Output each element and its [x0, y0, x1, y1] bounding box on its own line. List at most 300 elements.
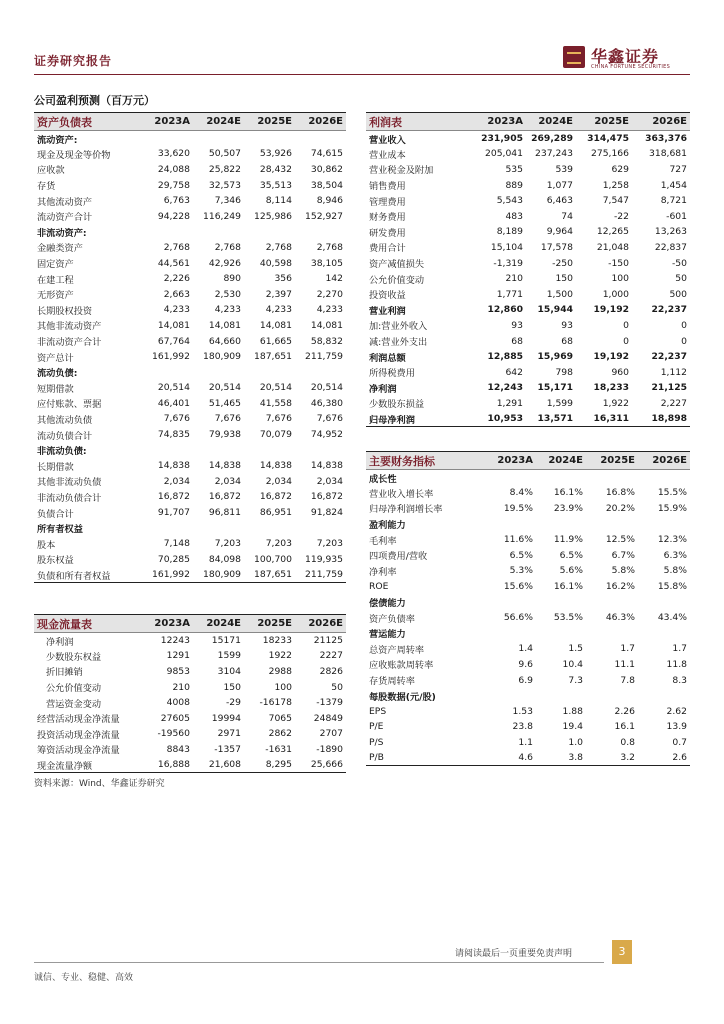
- cell-value: 70,079: [259, 429, 292, 441]
- cell-value: 64,660: [208, 335, 241, 347]
- cell-value: -601: [666, 210, 687, 222]
- table-row: [34, 318, 346, 334]
- cell-value: 9.6: [518, 658, 533, 670]
- cell-value: 6.7%: [611, 549, 635, 561]
- cell-value: 2.26: [614, 705, 635, 717]
- row-label: 长期借款: [37, 461, 74, 473]
- table-row: [366, 657, 690, 673]
- cell-value: 14,081: [157, 319, 190, 331]
- row-label: 经营活动现金净流量: [37, 714, 120, 726]
- column-header: 2023A: [144, 113, 193, 131]
- table-row: [34, 224, 346, 240]
- column-header: 2023A: [144, 615, 193, 633]
- column-header: 2024E: [193, 113, 244, 131]
- cell-value: 25,822: [208, 163, 241, 175]
- row-label: 其他非流动负债: [37, 477, 102, 489]
- cell-value: [144, 224, 193, 240]
- row-label: 流动负债合计: [37, 430, 93, 442]
- table-row: [366, 532, 690, 548]
- row-label: 筹资活动现金净流量: [37, 745, 120, 757]
- row-label: 流动资产:: [37, 134, 78, 146]
- cell-value: 67,764: [157, 335, 190, 347]
- cell-value: 22,237: [651, 351, 687, 363]
- table-row: [366, 302, 690, 318]
- table-row: [366, 735, 690, 751]
- table-row: [34, 536, 346, 552]
- cell-value: 2707: [319, 728, 343, 740]
- cell-value: 74,615: [310, 148, 343, 160]
- table-row: [366, 610, 690, 626]
- table-row: [366, 470, 690, 486]
- column-header: 2025E: [576, 113, 632, 131]
- cell-value: [193, 364, 244, 380]
- cell-value: -1379: [316, 697, 343, 709]
- cell-value: [193, 442, 244, 458]
- cell-value: 7065: [268, 712, 292, 724]
- logo-mark-icon: [563, 46, 585, 68]
- disclaimer-note: 请阅读最后一页重要免责声明: [455, 949, 573, 959]
- cell-value: 890: [223, 273, 241, 285]
- table-row: [34, 695, 346, 711]
- cell-value: 7,676: [316, 413, 343, 425]
- row-label: 销售费用: [369, 181, 406, 193]
- cell-value: 27605: [160, 712, 190, 724]
- cell-value: 15.5%: [657, 487, 687, 499]
- cell-value: [638, 688, 690, 704]
- cell-value: 74,835: [157, 429, 190, 441]
- cell-value: 500: [669, 288, 687, 300]
- row-label: 其他流动资产: [37, 196, 93, 208]
- cash-flow-table: [34, 614, 346, 773]
- cell-value: 483: [505, 210, 523, 222]
- cell-value: 4,233: [265, 304, 292, 316]
- row-label: 公允价值变动: [369, 274, 425, 286]
- table-row: [366, 255, 690, 271]
- cell-value: 35,513: [259, 179, 292, 191]
- table-title: 主要财务指标: [366, 452, 490, 470]
- table-row: [366, 208, 690, 224]
- cell-value: 15,969: [537, 351, 573, 363]
- row-label: 折旧摊销: [46, 667, 83, 679]
- table-header-row: [366, 113, 690, 131]
- cell-value: [193, 224, 244, 240]
- cell-value: 20,514: [310, 382, 343, 394]
- row-label: 非流动负债合计: [37, 492, 102, 504]
- cell-value: [536, 516, 586, 532]
- table-row: [366, 594, 690, 610]
- cell-value: 91,707: [157, 507, 190, 519]
- cell-value: 1.4: [518, 643, 533, 655]
- cell-value: 275,166: [591, 148, 629, 160]
- cell-value: 17,578: [540, 241, 573, 253]
- cell-value: 86,951: [259, 507, 292, 519]
- cell-value: 51,465: [208, 397, 241, 409]
- cell-value: 1.0: [568, 736, 583, 748]
- cell-value: [490, 470, 536, 486]
- cell-value: 3104: [217, 665, 241, 677]
- cell-value: 2.62: [666, 705, 687, 717]
- cell-value: 11.8: [666, 658, 687, 670]
- cell-value: 21125: [313, 635, 343, 647]
- cell-value: 6.9: [518, 674, 533, 686]
- cell-value: 1,454: [660, 179, 687, 191]
- table-row: [34, 567, 346, 583]
- cell-value: 22,837: [654, 241, 687, 253]
- cell-value: [586, 594, 638, 610]
- report-type-label: 证券研究报告: [34, 54, 113, 68]
- company-logo: [563, 44, 693, 72]
- cell-value: 1.88: [562, 705, 583, 717]
- cell-value: [295, 442, 346, 458]
- table-row: [366, 411, 690, 427]
- cell-value: 16,311: [576, 411, 632, 427]
- row-label: 资产总计: [37, 352, 74, 364]
- cell-value: 30,862: [310, 163, 343, 175]
- row-label: 归母净利润: [366, 411, 476, 427]
- cell-value: 53,926: [259, 148, 292, 160]
- cell-value: 1,291: [496, 397, 523, 409]
- cell-value: 1,922: [602, 397, 629, 409]
- table-row: [34, 333, 346, 349]
- table-row: [34, 349, 346, 365]
- table-row: [34, 396, 346, 412]
- table-header-row: [366, 452, 690, 470]
- column-header: 2024E: [526, 113, 576, 131]
- cell-value: 8843: [166, 743, 190, 755]
- column-header: 2023A: [476, 113, 526, 131]
- cell-value: 14,081: [310, 319, 343, 331]
- table-row: [34, 131, 346, 147]
- table-row: [34, 633, 346, 649]
- cell-value: 28,432: [259, 163, 292, 175]
- table-row: [366, 688, 690, 704]
- cell-value: [586, 625, 638, 641]
- cell-value: 629: [611, 163, 629, 175]
- table-row: [34, 648, 346, 664]
- table-row: [34, 380, 346, 396]
- column-header: 2026E: [632, 113, 690, 131]
- cell-value: 2,034: [316, 475, 343, 487]
- row-label: 费用合计: [369, 243, 406, 255]
- row-label: 负债和所有者权益: [34, 567, 144, 583]
- column-header: 2024E: [193, 615, 244, 633]
- cell-value: 960: [611, 366, 629, 378]
- table-row: [34, 364, 346, 380]
- cell-value: 180,909: [203, 351, 241, 363]
- cell-value: 2988: [268, 665, 292, 677]
- row-label: EPS: [369, 705, 387, 717]
- cell-value: 74: [561, 210, 573, 222]
- row-label: 公允价值变动: [46, 683, 102, 695]
- cell-value: [144, 442, 193, 458]
- table-row: [366, 672, 690, 688]
- cell-value: 15.8%: [657, 580, 687, 592]
- cell-value: 12,885: [487, 351, 523, 363]
- table-row: [366, 240, 690, 256]
- cell-value: 14,838: [208, 460, 241, 472]
- cell-value: -1357: [214, 743, 241, 755]
- row-label: 营运资金变动: [46, 698, 102, 710]
- cell-value: 12243: [160, 635, 190, 647]
- cell-value: 15,944: [537, 304, 573, 316]
- cell-value: 16.2%: [605, 580, 635, 592]
- cell-value: 0.8: [620, 736, 635, 748]
- cell-value: 12.3%: [657, 534, 687, 546]
- table-header-row: [34, 615, 346, 633]
- income-statement-table: [366, 112, 690, 427]
- table-row: [366, 485, 690, 501]
- cell-value: 0: [681, 319, 687, 331]
- cell-value: [638, 470, 690, 486]
- row-label: 盈利能力: [369, 520, 406, 532]
- key-indicators-table: [366, 451, 690, 766]
- cell-value: 7.8: [620, 674, 635, 686]
- row-label: 流动资产合计: [37, 212, 93, 224]
- row-label: 减:营业外支出: [369, 337, 428, 349]
- row-label: 固定资产: [37, 259, 74, 271]
- cell-value: 43.4%: [657, 612, 687, 624]
- cell-value: 8,114: [265, 195, 292, 207]
- row-label: 资产负债率: [369, 613, 415, 625]
- cell-value: 2971: [217, 728, 241, 740]
- cell-value: 44,561: [157, 257, 190, 269]
- cell-value: 68: [511, 335, 523, 347]
- table-header-row: [34, 113, 346, 131]
- cell-value: 20.2%: [605, 502, 635, 514]
- cell-value: [586, 688, 638, 704]
- table-row: [366, 146, 690, 162]
- cell-value: 205,041: [485, 148, 523, 160]
- row-label: 流动负债:: [37, 368, 78, 380]
- cell-value: 33,620: [157, 148, 190, 160]
- cell-value: 13,571: [526, 411, 576, 427]
- column-header: 2025E: [244, 615, 295, 633]
- cell-value: [638, 594, 690, 610]
- cell-value: 14,838: [259, 460, 292, 472]
- cell-value: 1.7: [620, 643, 635, 655]
- table-row: [366, 318, 690, 334]
- cell-value: 7,203: [265, 538, 292, 550]
- row-label: 存货: [37, 181, 56, 193]
- cell-value: 70,285: [157, 553, 190, 565]
- row-label: 净利润: [46, 636, 74, 648]
- cell-value: 4,233: [214, 304, 241, 316]
- cell-value: 23.8: [512, 721, 533, 733]
- cell-value: [295, 131, 346, 147]
- row-label: 管理费用: [369, 196, 406, 208]
- cell-value: 3.2: [586, 750, 638, 766]
- row-label: 归母净利润增长率: [369, 504, 443, 516]
- cell-value: 19994: [211, 712, 241, 724]
- cell-value: 41,558: [259, 397, 292, 409]
- cell-value: 29,758: [157, 179, 190, 191]
- cell-value: 2227: [319, 650, 343, 662]
- row-label: 非流动资产合计: [37, 337, 102, 349]
- cell-value: [244, 131, 295, 147]
- cell-value: 16.1%: [553, 487, 583, 499]
- cell-value: 32,573: [208, 179, 241, 191]
- column-header: 2026E: [638, 452, 690, 470]
- cell-value: 642: [505, 366, 523, 378]
- table-row: [366, 579, 690, 595]
- table-row: [34, 286, 346, 302]
- cell-value: 50,507: [208, 148, 241, 160]
- cell-value: -1,319: [493, 257, 523, 269]
- cell-value: 152,927: [305, 210, 343, 222]
- table-row: [34, 271, 346, 287]
- cell-value: [295, 520, 346, 536]
- cell-value: 61,665: [259, 335, 292, 347]
- table-row: [366, 162, 690, 178]
- cell-value: 2,034: [214, 475, 241, 487]
- cell-value: [144, 131, 193, 147]
- cell-value: [536, 688, 586, 704]
- cell-value: 2,768: [316, 241, 343, 253]
- cell-value: -22: [613, 210, 629, 222]
- cell-value: 15.6%: [503, 580, 533, 592]
- cell-value: 727: [669, 163, 687, 175]
- cell-value: [244, 224, 295, 240]
- cell-value: 8,189: [496, 226, 523, 238]
- logo-subtext: CHINA FORTUNE SECURITIES: [591, 64, 671, 70]
- header-divider: [34, 74, 690, 75]
- cell-value: 6,763: [163, 195, 190, 207]
- cell-value: 535: [505, 163, 523, 175]
- cell-value: 161,992: [152, 351, 190, 363]
- row-label: 其他非流动资产: [37, 321, 102, 333]
- cell-value: 7,547: [602, 195, 629, 207]
- cell-value: 0: [623, 319, 629, 331]
- cell-value: 7,676: [214, 413, 241, 425]
- cell-value: [244, 520, 295, 536]
- cell-value: 7,676: [265, 413, 292, 425]
- table-row: [34, 458, 346, 474]
- cell-value: 16,872: [310, 491, 343, 503]
- table-row: [34, 742, 346, 758]
- cell-value: 50: [331, 681, 343, 693]
- cell-value: 7,203: [316, 538, 343, 550]
- cell-value: 24849: [313, 712, 343, 724]
- cell-value: 318,681: [649, 148, 687, 160]
- table-row: [366, 750, 690, 766]
- row-label: 负债合计: [37, 508, 74, 520]
- cell-value: 8.3: [672, 674, 687, 686]
- table-row: [366, 271, 690, 287]
- cell-value: -19560: [157, 728, 190, 740]
- table-title: 现金流量表: [34, 615, 144, 633]
- cell-value: 8,946: [316, 195, 343, 207]
- cell-value: 20,514: [208, 382, 241, 394]
- cell-value: 14,838: [157, 460, 190, 472]
- table-row: [366, 501, 690, 517]
- cell-value: [144, 520, 193, 536]
- table-row: [366, 563, 690, 579]
- cell-value: 12,265: [596, 226, 629, 238]
- cell-value: 74,952: [310, 429, 343, 441]
- cell-value: 12.5%: [605, 534, 635, 546]
- cell-value: 19,192: [593, 351, 629, 363]
- cell-value: 211,759: [305, 351, 343, 363]
- row-label: 无形资产: [37, 290, 74, 302]
- table-title: 利润表: [366, 113, 476, 131]
- cell-value: -150: [608, 257, 629, 269]
- cell-value: 13.9: [666, 721, 687, 733]
- cell-value: [586, 470, 638, 486]
- cell-value: 210: [505, 273, 523, 285]
- cell-value: 889: [505, 179, 523, 191]
- table-row: [366, 703, 690, 719]
- cell-value: 142: [325, 273, 343, 285]
- cell-value: 18,233: [593, 382, 629, 394]
- cell-value: 18233: [262, 635, 292, 647]
- cell-value: 798: [555, 366, 573, 378]
- cell-value: 210: [172, 681, 190, 693]
- cell-value: 79,938: [208, 429, 241, 441]
- table-row: [34, 552, 346, 568]
- cell-value: 1,000: [602, 288, 629, 300]
- row-label: 净利率: [369, 566, 397, 578]
- column-header: 2025E: [244, 113, 295, 131]
- cell-value: 18,898: [632, 411, 690, 427]
- cell-value: 2,226: [163, 273, 190, 285]
- row-label: P/S: [369, 736, 384, 748]
- cell-value: 1,258: [602, 179, 629, 191]
- cell-value: 1,771: [496, 288, 523, 300]
- table-row: [34, 208, 346, 224]
- cell-value: -50: [671, 257, 687, 269]
- row-label: 营业成本: [369, 149, 406, 161]
- row-label: P/B: [366, 750, 490, 766]
- row-label: 成长性: [369, 473, 397, 485]
- row-label: 短期借款: [37, 383, 74, 395]
- column-header: 2026E: [295, 615, 346, 633]
- cell-value: 68: [561, 335, 573, 347]
- cell-value: 93: [561, 319, 573, 331]
- table-row: [366, 333, 690, 349]
- cell-value: 231,905: [481, 133, 523, 145]
- table-row: [34, 255, 346, 271]
- cell-value: 4.6: [490, 750, 536, 766]
- cell-value: 9853: [166, 665, 190, 677]
- cell-value: 58,832: [310, 335, 343, 347]
- table-row: [366, 547, 690, 563]
- cell-value: [244, 442, 295, 458]
- cell-value: 100: [611, 273, 629, 285]
- cell-value: 10.4: [562, 658, 583, 670]
- cell-value: 6.3%: [663, 549, 687, 561]
- cell-value: 16,872: [208, 491, 241, 503]
- row-label: 营运能力: [369, 629, 406, 641]
- table-row: [34, 302, 346, 318]
- cell-value: [638, 625, 690, 641]
- column-header: 2025E: [586, 452, 638, 470]
- table-row: [34, 193, 346, 209]
- cell-value: 5,543: [496, 195, 523, 207]
- row-label: 财务费用: [369, 212, 406, 224]
- cell-value: 7,346: [214, 195, 241, 207]
- cell-value: 7.3: [568, 674, 583, 686]
- cell-value: 269,289: [531, 133, 573, 145]
- cell-value: 2862: [268, 728, 292, 740]
- logo-text: 华鑫证券: [591, 47, 660, 66]
- row-label: 毛利率: [369, 535, 397, 547]
- cell-value: 11.9%: [553, 534, 583, 546]
- cell-value: 150: [223, 681, 241, 693]
- cell-value: 16.1: [614, 721, 635, 733]
- table-row: [34, 664, 346, 680]
- cell-value: 22,237: [651, 304, 687, 316]
- column-header: 2023A: [490, 452, 536, 470]
